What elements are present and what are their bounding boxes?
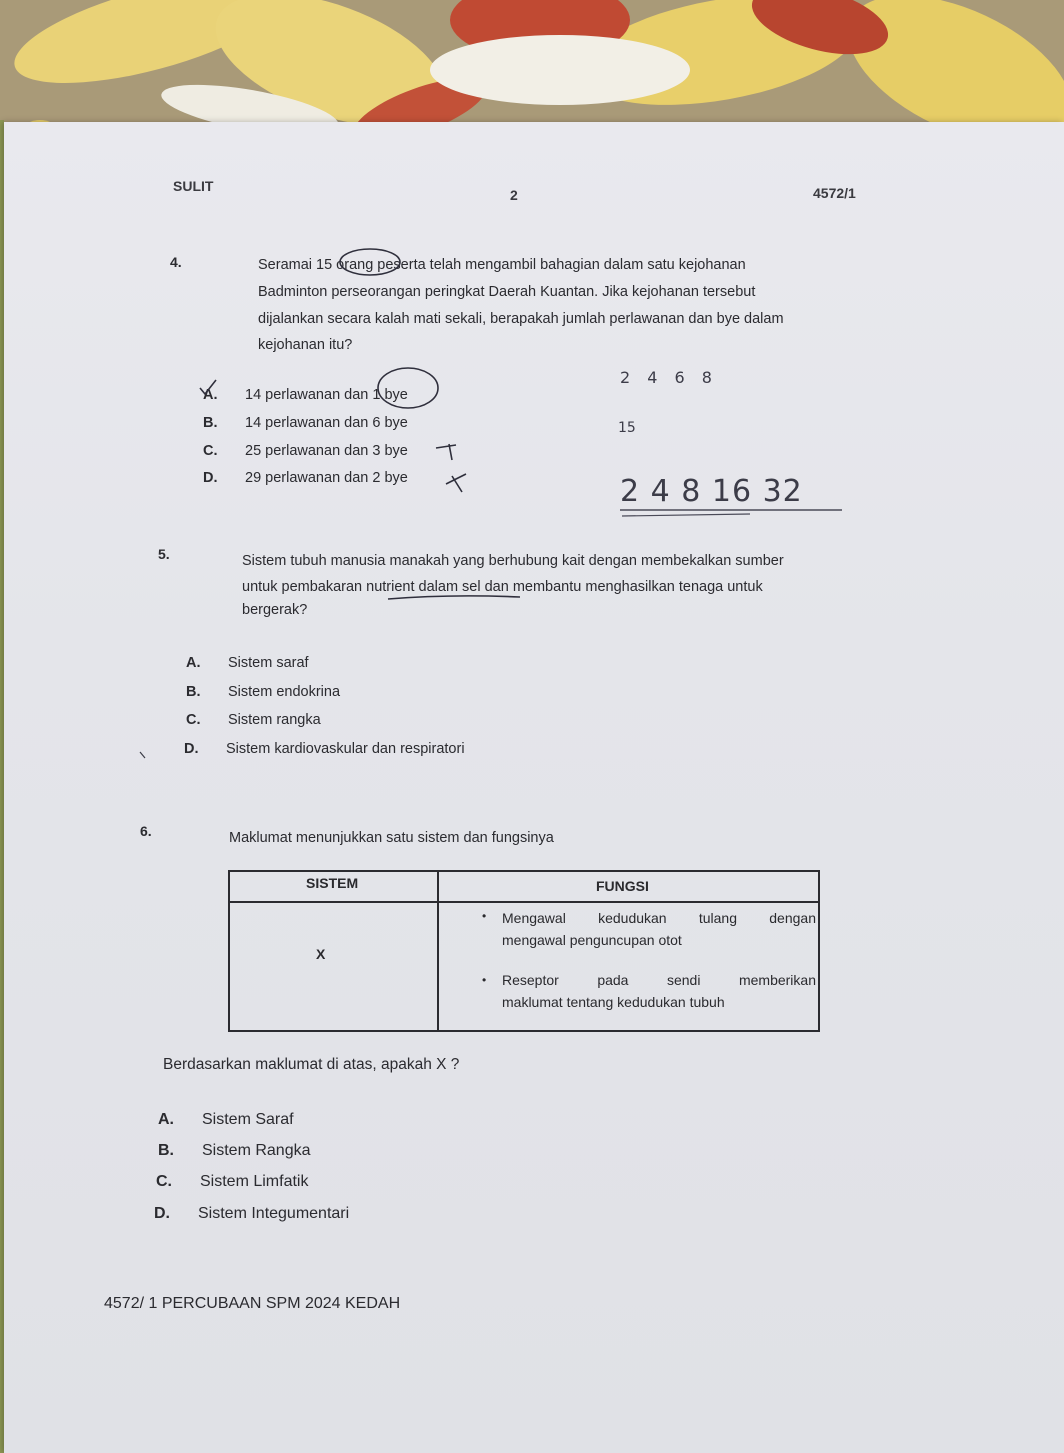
option-text: 29 perlawanan dan 2 bye: [245, 470, 408, 486]
table-fungsi-item-2: [502, 969, 816, 1013]
fungsi-1-line-1: Mengawal kedudukan tulang dengan: [502, 910, 816, 926]
system-function-table: [228, 870, 820, 1032]
option-letter: D.: [154, 1205, 170, 1222]
question-4-line-3: dijalankan secara kalah mati sekali, berapakah jumlah perlawanan dan bye dalam: [258, 311, 784, 327]
option-text: Sistem Rangka: [202, 1142, 311, 1159]
option-text: Sistem Limfatik: [200, 1173, 309, 1190]
question-5-option-c: [186, 711, 321, 729]
table-fungsi-item-1: [502, 907, 816, 951]
question-5-line-1: Sistem tubuh manusia manakah yang berhubung kait dengan membekalkan sumber: [242, 553, 784, 569]
question-4-line-2: Badminton perseorangan peringkat Daerah Kuantan. Jika kejohanan tersebut: [258, 284, 756, 300]
handwritten-note-top: 2 4 6 8: [620, 368, 718, 387]
table-header-divider: [230, 901, 818, 903]
option-letter: A.: [186, 655, 201, 671]
option-letter: A.: [158, 1111, 174, 1128]
question-4-option-a: [203, 386, 408, 404]
option-text: 14 perlawanan dan 1 bye: [245, 387, 408, 403]
question-5-option-a: [186, 654, 309, 672]
option-text: Sistem Saraf: [202, 1111, 294, 1128]
header-classification: SULIT: [173, 178, 214, 194]
question-4-option-b: [203, 414, 408, 432]
bullet-icon: •: [482, 909, 487, 923]
table-header-sistem: SISTEM: [306, 875, 359, 891]
question-6-intro: Maklumat menunjukkan satu sistem dan fungsinya: [229, 830, 554, 846]
option-letter: C.: [203, 443, 218, 459]
question-6-option-c: [156, 1173, 308, 1191]
handwritten-sequence: 2 4 8 16 32: [620, 474, 803, 509]
question-4-option-c: [203, 442, 408, 460]
page-number: 2: [510, 187, 518, 203]
fungsi-1-line-2: mengawal penguncupan otot: [502, 932, 682, 948]
table-column-divider: [437, 872, 439, 1030]
question-6-number: 6.: [140, 823, 152, 839]
question-6-prompt: Berdasarkan maklumat di atas, apakah X ?: [163, 1056, 460, 1073]
option-letter: B.: [158, 1142, 174, 1159]
question-5-line-3: bergerak?: [242, 602, 308, 618]
option-letter: A.: [203, 387, 218, 403]
option-letter: B.: [186, 684, 201, 700]
fungsi-2-line-2: maklumat tentang kedudukan tubuh: [502, 994, 725, 1010]
handwritten-note-15: 15: [618, 420, 636, 436]
question-5-option-d: [184, 740, 465, 758]
option-letter: B.: [203, 415, 218, 431]
option-text: Sistem saraf: [228, 655, 309, 671]
question-6-option-b: [158, 1142, 311, 1160]
option-text: Sistem rangka: [228, 712, 321, 728]
option-text: 14 perlawanan dan 6 bye: [245, 415, 408, 431]
question-4-option-d: [203, 469, 408, 487]
option-letter: D.: [203, 470, 218, 486]
footer-exam-title: 4572/ 1 PERCUBAAN SPM 2024 KEDAH: [104, 1295, 401, 1312]
paper-code: 4572/1: [813, 185, 856, 201]
question-6-option-a: [158, 1111, 294, 1129]
option-text: Sistem endokrina: [228, 684, 341, 700]
question-6-option-d: [154, 1205, 349, 1223]
option-text: 25 perlawanan dan 3 bye: [245, 443, 408, 459]
option-letter: D.: [184, 741, 199, 757]
question-4-line-1: Seramai 15 orang peserta telah mengambil bahagian dalam satu kejohanan: [258, 257, 746, 273]
table-header-fungsi: FUNGSI: [596, 878, 649, 894]
option-letter: C.: [186, 712, 201, 728]
table-sistem-value: X: [316, 946, 326, 962]
fungsi-2-line-1: Reseptor pada sendi memberikan: [502, 972, 816, 988]
question-5-line-2: untuk pembakaran nutrient dalam sel dan membantu menghasilkan tenaga untuk: [242, 579, 763, 595]
option-text: Sistem kardiovaskular dan respiratori: [226, 741, 465, 757]
option-text: Sistem Integumentari: [198, 1205, 350, 1222]
question-4-number: 4.: [170, 254, 182, 270]
question-5-option-b: [186, 683, 340, 701]
question-4-line-4: kejohanan itu?: [258, 337, 353, 353]
bullet-icon: •: [482, 973, 487, 987]
question-5-number: 5.: [158, 546, 170, 562]
option-letter: C.: [156, 1173, 172, 1190]
